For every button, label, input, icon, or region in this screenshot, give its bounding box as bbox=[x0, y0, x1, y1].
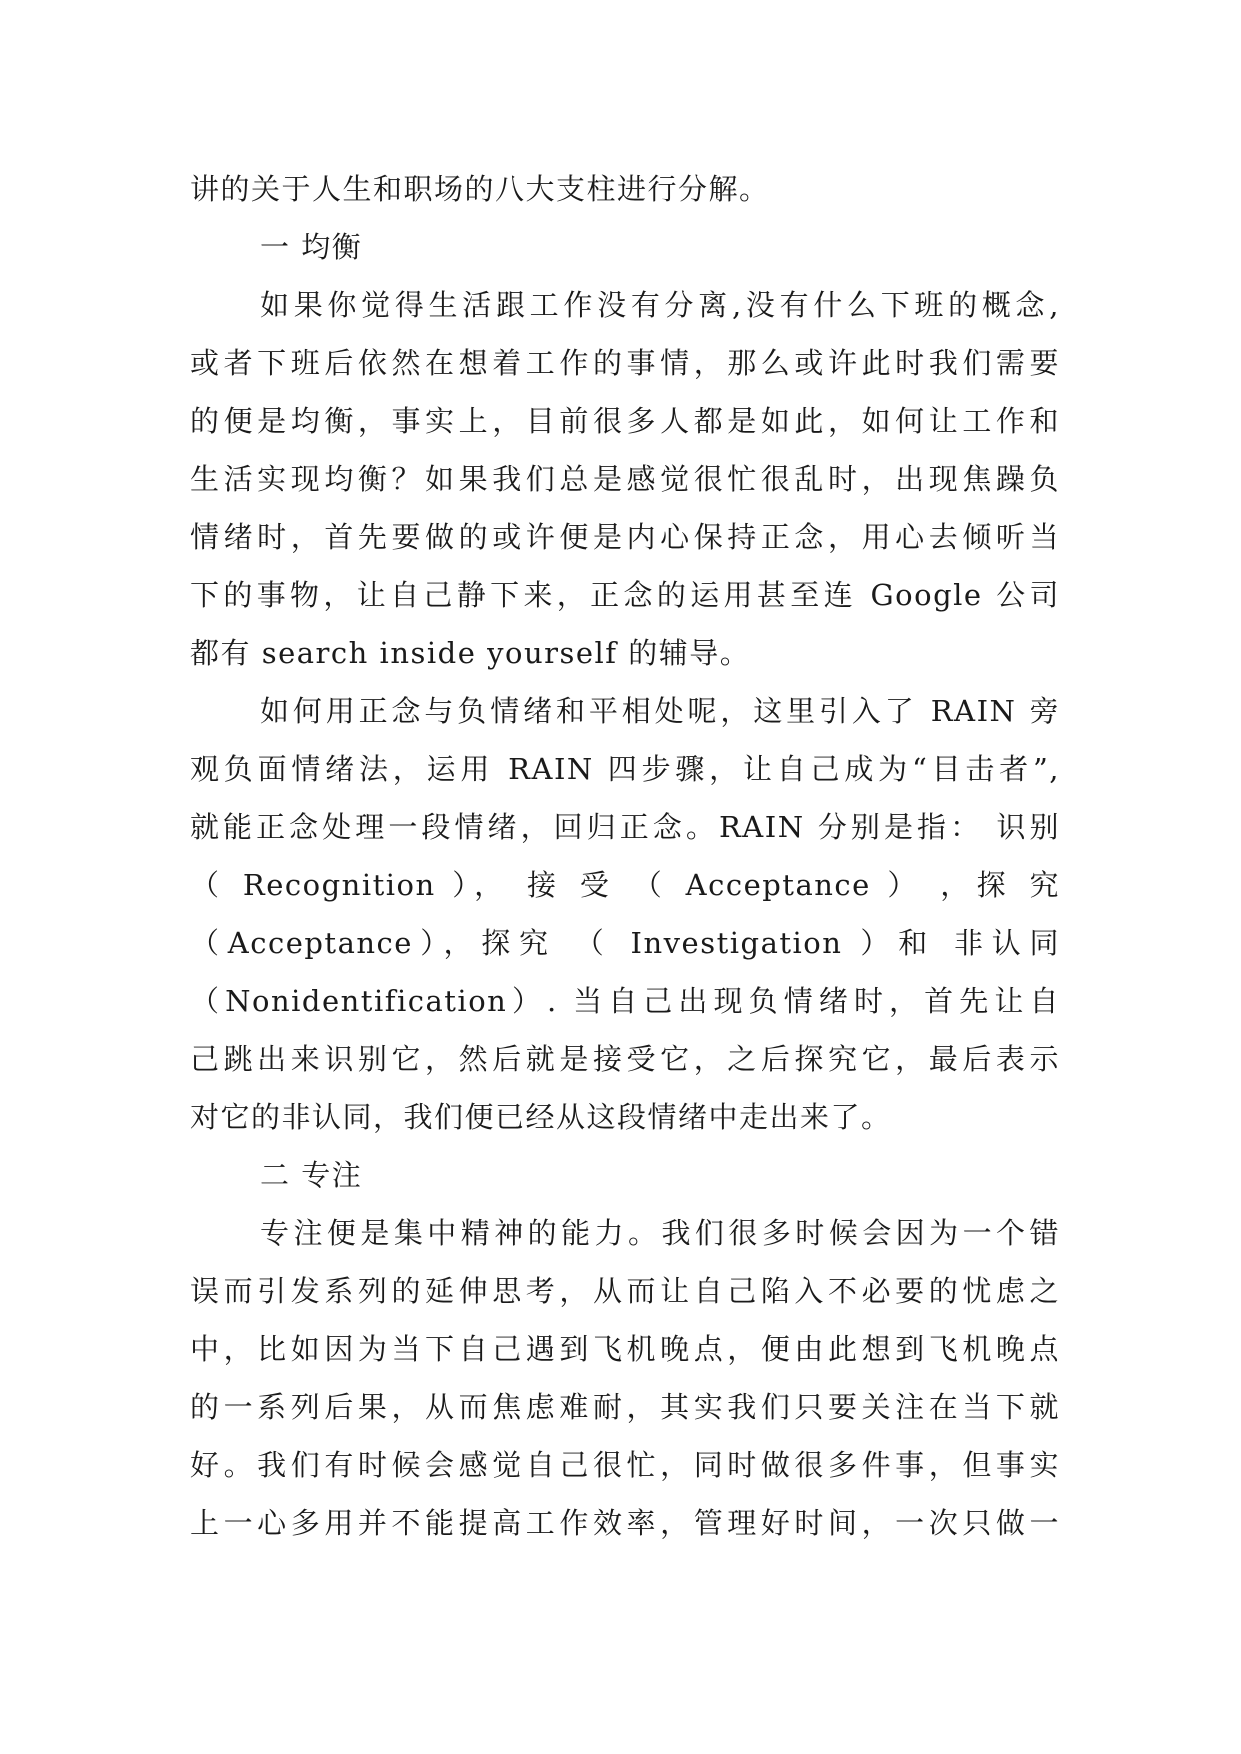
section-heading-focus: 二 专注 bbox=[260, 1158, 363, 1192]
text-line: 对它的非认同，我们便已经从这段情绪中走出来了。 bbox=[190, 1100, 892, 1134]
text-line: 或者下班后依然在想着工作的事情，那么或许此时我们需要 bbox=[190, 346, 1060, 380]
text-line: 专注便是集中精神的能力。我们很多时候会因为一个错 bbox=[260, 1216, 1060, 1250]
document-body bbox=[190, 160, 1060, 1552]
text-line: 下的事物，让自己静下来，正念的运用甚至连 Google 公司 bbox=[190, 578, 1060, 612]
text-line: 情绪时，首先要做的或许便是内心保持正念，用心去倾听当 bbox=[190, 520, 1060, 554]
section-heading-balance: 一 均衡 bbox=[260, 230, 363, 264]
text-line: 生活实现均衡？如果我们总是感觉很忙很乱时，出现焦躁负 bbox=[190, 462, 1060, 496]
text-line: （Acceptance），探究 （ Investigation ）和 非认同 bbox=[190, 926, 1060, 960]
text-line: 都有 search inside yourself 的辅导。 bbox=[190, 636, 751, 670]
text-line: 讲的关于人生和职场的八大支柱进行分解。 bbox=[190, 172, 770, 206]
text-line: （Nonidentification）. 当自己出现负情绪时，首先让自 bbox=[190, 984, 1060, 1018]
text-line: 中，比如因为当下自己遇到飞机晚点，便由此想到飞机晚点 bbox=[190, 1332, 1060, 1366]
text-line: 好。我们有时候会感觉自己很忙，同时做很多件事，但事实 bbox=[190, 1448, 1060, 1482]
text-line: 误而引发系列的延伸思考，从而让自己陷入不必要的忧虑之 bbox=[190, 1274, 1060, 1308]
text-line: （ Recognition ）， 接 受 （ Acceptance ） ，探 究 bbox=[190, 868, 1060, 902]
text-line: 就能正念处理一段情绪，回归正念。RAIN 分别是指： 识别 bbox=[190, 810, 1060, 844]
text-line: 己跳出来识别它，然后就是接受它，之后探究它，最后表示 bbox=[190, 1042, 1060, 1076]
text-line: 的便是均衡，事实上，目前很多人都是如此，如何让工作和 bbox=[190, 404, 1060, 438]
text-line: 上一心多用并不能提高工作效率，管理好时间，一次只做一 bbox=[190, 1506, 1060, 1540]
text-line: 如果你觉得生活跟工作没有分离,没有什么下班的概念, bbox=[260, 288, 1060, 322]
text-line: 观负面情绪法，运用 RAIN 四步骤，让自己成为“目击者”, bbox=[190, 752, 1060, 786]
text-line: 的一系列后果，从而焦虑难耐，其实我们只要关注在当下就 bbox=[190, 1390, 1060, 1424]
text-line: 如何用正念与负情绪和平相处呢，这里引入了 RAIN 旁 bbox=[260, 694, 1060, 728]
